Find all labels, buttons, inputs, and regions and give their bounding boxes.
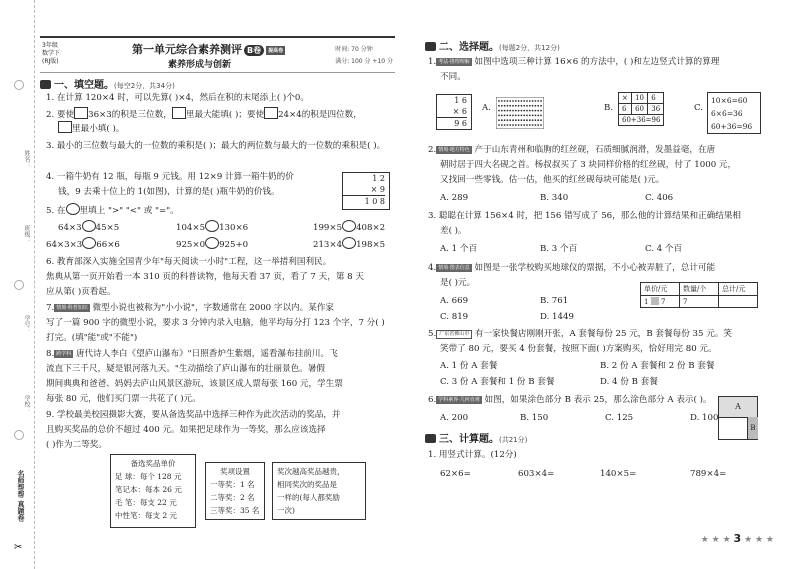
calc-item: 789×4= xyxy=(690,469,727,479)
dot xyxy=(535,115,537,117)
question-6-line1: 6. 教育部深入实施全国青少年"每天阅读一小时"工程，这一举措利国利民。 xyxy=(46,257,332,267)
dot xyxy=(512,100,514,102)
price-list-box xyxy=(110,454,196,528)
q7-number: 7. xyxy=(46,303,55,313)
dot xyxy=(537,115,539,117)
blank-box[interactable] xyxy=(58,121,72,133)
section-calculation xyxy=(425,430,527,445)
dot xyxy=(529,115,531,117)
choice-2-option-c[interactable]: C. 406 xyxy=(645,193,674,203)
dot xyxy=(523,115,525,117)
dot xyxy=(504,100,506,102)
compare-expr: 64×3 xyxy=(58,223,82,233)
time-limit: 时间: 70 分钟 xyxy=(335,46,373,53)
table-cell: 60+36=96 xyxy=(619,115,664,126)
dot xyxy=(526,115,528,117)
dot xyxy=(532,105,534,107)
calc-item: 603×4= xyxy=(518,469,555,479)
table-header: 总计/元 xyxy=(719,283,758,296)
question-2-cont xyxy=(58,121,124,136)
dot xyxy=(518,119,520,121)
dot xyxy=(509,100,511,102)
page-header xyxy=(40,36,395,73)
dot xyxy=(518,100,520,102)
dot xyxy=(498,100,500,102)
dot xyxy=(507,124,509,126)
question-7-line3: 打完。(填"能"或"不能") xyxy=(46,333,138,343)
question-4-line1: 4. 一箱牛奶有 12 瓶，每瓶 9 元钱。用 12×9 计算一箱牛奶的价 xyxy=(46,172,294,182)
dot xyxy=(537,119,539,121)
question-8-line4: 每张 80 元，他们买门票一共花了( )元。 xyxy=(46,394,201,404)
dot xyxy=(532,115,534,117)
table-cell xyxy=(719,296,758,308)
choice-5-option-d[interactable]: D. 4 份 B 套餐 xyxy=(600,377,658,387)
dot xyxy=(532,110,534,112)
dot xyxy=(512,115,514,117)
receipt-table xyxy=(640,282,758,308)
dot xyxy=(501,105,503,107)
section-multiple-choice xyxy=(425,38,560,53)
dot xyxy=(512,105,514,107)
dot xyxy=(515,119,517,121)
dot xyxy=(504,124,506,126)
q2-text: 里最小填( )。 xyxy=(72,124,125,134)
dot xyxy=(540,110,542,112)
choice-2-line1 xyxy=(428,143,715,157)
compare-expr: 408×2 xyxy=(356,223,386,233)
table-cell: × xyxy=(619,93,632,104)
dot xyxy=(537,105,539,107)
dot xyxy=(535,100,537,102)
dot xyxy=(540,100,542,102)
choice-3-line1: 3. 聪聪在计算 156×4 时，把 156 错写成了 56，那么他的计算结果和正确结果相 xyxy=(428,211,742,221)
binding-strip xyxy=(0,0,35,569)
q8-text: 唐代诗人李白《望庐山瀑布》"日照香炉生紫烟，遥看瀑布挂前川。飞 xyxy=(73,349,338,359)
dot xyxy=(509,119,511,121)
choice-2-option-a[interactable]: A. 289 xyxy=(440,193,469,203)
dot xyxy=(515,124,517,126)
choice-2-option-b[interactable]: B. 340 xyxy=(540,193,569,203)
blank-box[interactable] xyxy=(264,107,278,119)
dot xyxy=(535,124,537,126)
dot xyxy=(526,119,528,121)
table-cell: 60 xyxy=(632,104,648,115)
dot xyxy=(537,100,539,102)
table-cell: 36 xyxy=(648,104,664,115)
vertical-calculation xyxy=(342,172,390,210)
award-note-line: 相同奖次的奖品是 xyxy=(277,480,337,489)
price-list-title: 备选奖品单价 xyxy=(130,459,176,468)
question-7-line1 xyxy=(46,301,334,315)
digit: 7 xyxy=(660,298,666,306)
choice-5-option-b[interactable]: B. 2 份 A 套餐和 2 份 B 套餐 xyxy=(600,361,715,371)
choice-4-option-a[interactable]: A. 669 xyxy=(440,296,469,306)
table-cell: 7 xyxy=(680,296,719,308)
section-icon xyxy=(425,42,436,51)
calc-line: 1 0 8 xyxy=(364,197,385,206)
calc-line: × 9 xyxy=(343,184,385,196)
dot xyxy=(498,105,500,107)
r4-text: 如图是一张学校购买地球仪的票据，不小心被弄脏了，总计可能 xyxy=(471,263,716,273)
exam-meta xyxy=(335,44,393,68)
question-tag: 情境·图表信息 xyxy=(438,265,470,271)
choice-3-line2: 差( )。 xyxy=(440,226,467,236)
grade-line: (RJ版) xyxy=(42,58,59,65)
class-label: 班级： xyxy=(23,225,30,243)
calc-item: 62×6= xyxy=(440,469,471,479)
choice-3-option-c[interactable]: C. 4 个百 xyxy=(645,244,683,254)
blank-circle[interactable] xyxy=(205,237,219,249)
blank-box[interactable] xyxy=(74,107,88,119)
dot xyxy=(507,110,509,112)
question-tag: 情境·科普知识 xyxy=(56,305,88,311)
school-label: 学校： xyxy=(23,395,30,413)
choice-4-option-c[interactable]: C. 819 xyxy=(440,312,469,322)
choice-5-option-c[interactable]: C. 3 份 A 套餐和 1 份 B 套餐 xyxy=(440,377,555,387)
compare-expr: 199×5 xyxy=(313,223,343,233)
dot xyxy=(515,100,517,102)
binding-hole xyxy=(14,80,24,90)
r1-vertical-calc xyxy=(436,94,472,130)
binding-hole xyxy=(14,280,24,290)
dot xyxy=(523,100,525,102)
dot xyxy=(526,100,528,102)
table-header: 数量/个 xyxy=(680,283,719,296)
section-title: 一、填空题。 xyxy=(54,80,114,91)
version-badge: B卷 xyxy=(244,45,264,56)
question-6-line3: 应从第( )页看起。 xyxy=(46,287,116,297)
q7-text: 微型小说也被称为"小小说"，字数通常在 2000 字以内。某作家 xyxy=(89,303,335,313)
question-4-line2: 钱，9 去乘十位上的 1(如图)，计算的是( )瓶牛奶的价钱。 xyxy=(58,187,280,197)
star-decoration: ★ ★ ★ xyxy=(744,535,774,545)
area-model-table xyxy=(618,92,664,126)
page-footer xyxy=(701,532,774,545)
choice-5-line1 xyxy=(428,327,732,341)
question-9-line2: 且购买奖品的总价不超过 400 元。如果把足球作为一等奖，那么应该选择 xyxy=(46,425,326,435)
choice-1-line1 xyxy=(428,55,719,69)
name-label: 姓名： xyxy=(23,150,30,168)
q2-text: 2. 要使 xyxy=(46,110,75,120)
question-8-line2: 流直下三千尺，疑是银河落九天。"生动描绘了庐山瀑布的壮丽景色。暑假 xyxy=(46,364,325,374)
dot xyxy=(540,124,542,126)
calc-item: 140×5= xyxy=(600,469,637,479)
dot xyxy=(529,105,531,107)
dot xyxy=(498,115,500,117)
smudge xyxy=(651,297,659,305)
r6-text: 如图，如果涂色部分 B 表示 25，那么涂色部分 A 表示( )。 xyxy=(481,395,712,405)
dot xyxy=(509,124,511,126)
question-8-line1 xyxy=(46,347,338,361)
price-item: 足 球：每个 128 元 xyxy=(115,472,182,481)
choice-5-line2: 笑带了 80 元，要买 4 份套餐，按照下面( )方案购买，恰好用完 80 元。 xyxy=(440,344,717,354)
dot xyxy=(540,105,542,107)
dot xyxy=(509,110,511,112)
dot xyxy=(532,124,534,126)
r2-text: 产于山东青州和临朐的红丝砚，石质细腻润滑，发墨益毫，在唐 xyxy=(471,145,716,155)
option-a-label[interactable]: A. xyxy=(482,103,491,113)
section-title: 三、计算题。 xyxy=(439,434,499,445)
region-tag: 广东省佛山市 xyxy=(436,330,472,339)
page-title xyxy=(132,41,285,57)
page-number: 3 xyxy=(733,532,742,545)
page-subtitle: 素养形成与创新 xyxy=(168,60,232,70)
title-text: 第一单元综合素养测评 xyxy=(132,43,242,56)
dot xyxy=(526,124,528,126)
dot xyxy=(498,119,500,121)
calc-line: 6×6=36 xyxy=(711,109,743,118)
dot xyxy=(501,119,503,121)
dot xyxy=(512,110,514,112)
award-item: 三等奖：35 名 xyxy=(210,506,260,515)
question-tag: 跨学科 xyxy=(56,351,72,357)
table-header: 单价/元 xyxy=(641,283,680,296)
question-6-line2: 焦典从第一页开始看一本 310 页的科普读物，他每天看 37 页，看了 7 天，第 8 天 xyxy=(46,272,364,282)
section-title: 二、选择题。 xyxy=(439,42,499,53)
question-3: 3. 最小的三位数与最大的一位数的乘积是( )；最大的两位数与最大的一位数的乘积是( )。 xyxy=(46,141,386,151)
dot xyxy=(521,119,523,121)
calc-line: × 6 xyxy=(437,106,467,118)
choice-1-line2: 不同。 xyxy=(440,72,466,82)
dot xyxy=(509,115,511,117)
dot xyxy=(526,110,528,112)
dot xyxy=(521,124,523,126)
dot xyxy=(529,110,531,112)
table-cell xyxy=(641,296,680,308)
dot xyxy=(523,110,525,112)
dot xyxy=(529,124,531,126)
award-note-line: 奖次越高奖品越贵， xyxy=(277,467,345,476)
compare-expr: 104×5 xyxy=(176,223,206,233)
dot xyxy=(504,115,506,117)
dot xyxy=(507,115,509,117)
dot xyxy=(501,100,503,102)
question-7-line2: 写了一篇 900 字的微型小说，要求 3 分钟内录入电脑，他平均每分打 123 个字，7 分( ) xyxy=(46,318,385,328)
compare-expr: 66×6 xyxy=(96,240,120,250)
choice-6-option-c[interactable]: C. 125 xyxy=(605,413,634,423)
dot-array-figure xyxy=(496,97,544,129)
dot xyxy=(509,105,511,107)
question-1: 1. 在计算 120×4 时，可以先算( )×4，然后在积的末尾添上( )个0。 xyxy=(46,93,309,103)
dot xyxy=(501,110,503,112)
dot xyxy=(537,124,539,126)
dot xyxy=(521,105,523,107)
choice-6-option-b[interactable]: B. 150 xyxy=(520,413,549,423)
option-d-figure xyxy=(707,92,761,134)
dot xyxy=(518,124,520,126)
r5-text: 有一家快餐店刚刚开张，A 套餐每份 25 元，B 套餐每份 35 元。笑 xyxy=(472,329,732,339)
blank-circle[interactable] xyxy=(205,220,219,232)
dot xyxy=(504,105,506,107)
dot xyxy=(535,105,537,107)
dot xyxy=(540,119,542,121)
r1-text: 如图中选项三种计算 16×6 的方法中，( )和左边竖式计算的算理 xyxy=(471,57,720,67)
dot xyxy=(498,110,500,112)
dot xyxy=(521,110,523,112)
award-note-line: 一样的(每人都奖励 xyxy=(277,493,340,502)
question-5 xyxy=(46,203,179,218)
price-item: 毛 笔：每支 22 元 xyxy=(115,498,177,507)
digit: 1 xyxy=(644,298,649,306)
section-points: (每题2分，共12分) xyxy=(499,44,560,52)
r5-number: 5. xyxy=(428,329,437,339)
student-id-label: 学号： xyxy=(23,315,30,333)
table-cell: 10 xyxy=(632,93,648,104)
grade-line: 3年级 xyxy=(42,42,58,49)
q2-text: 36×3的积是三位数， xyxy=(88,110,172,120)
dot xyxy=(501,115,503,117)
dot xyxy=(512,119,514,121)
compare-expr: 130×6 xyxy=(219,223,249,233)
choice-4-line1 xyxy=(428,261,715,275)
calc-question-1: 1. 用竖式计算。(12分) xyxy=(428,450,517,460)
dot xyxy=(518,105,520,107)
r1-number: 1. xyxy=(428,57,437,67)
dot xyxy=(515,110,517,112)
choice-6-option-d[interactable]: D. 100 xyxy=(690,413,719,423)
question-9-line1: 9. 学校最美校园摄影大赛，要从备选奖品中选择三种作为此次活动的奖品，并 xyxy=(46,410,341,420)
dot xyxy=(504,110,506,112)
star-decoration: ★ ★ ★ xyxy=(700,535,731,545)
question-tag: 情境·地方特色 xyxy=(438,147,470,153)
grade-info xyxy=(42,42,60,66)
blank-circle[interactable] xyxy=(342,220,356,232)
award-note-box xyxy=(272,462,366,520)
compare-expr: 213×4 xyxy=(313,240,343,250)
dot xyxy=(521,115,523,117)
level-badge: 提高卷 xyxy=(268,47,284,54)
section-fill-blank xyxy=(40,76,175,91)
q8-number: 8. xyxy=(46,349,55,359)
question-9-line3: ( )作为二等奖。 xyxy=(46,440,107,450)
choice-5-option-a[interactable]: A. 1 份 A 套餐 xyxy=(440,361,498,371)
dot xyxy=(529,100,531,102)
dot xyxy=(532,100,534,102)
section-icon xyxy=(425,434,436,443)
choice-3-option-a[interactable]: A. 1 个百 xyxy=(440,244,478,254)
calc-line: 60+36=96 xyxy=(711,122,753,131)
calc-line: 10×6=60 xyxy=(711,96,748,105)
awards-title: 奖项设置 xyxy=(220,467,250,476)
r2-number: 2. xyxy=(428,145,437,155)
calc-line: 9 6 xyxy=(454,119,467,128)
blank-box[interactable] xyxy=(172,107,186,119)
question-8-line3: 期间典典和爸爸、妈妈去庐山风景区游玩，该景区成人票每张 160 元，学生票 xyxy=(46,379,343,389)
section-points: (每空2分，共34分) xyxy=(114,82,175,90)
table-cell: 6 xyxy=(648,93,664,104)
award-settings-box xyxy=(205,462,265,520)
blank-circle[interactable] xyxy=(82,220,96,232)
dot xyxy=(515,115,517,117)
dot xyxy=(535,110,537,112)
dot xyxy=(504,119,506,121)
dot xyxy=(515,105,517,107)
blank-circle[interactable] xyxy=(342,237,356,249)
compare-expr: 925+0 xyxy=(219,240,249,250)
calc-line: 1 2 xyxy=(372,174,385,183)
scissors-icon: ✂ xyxy=(14,542,23,553)
dot xyxy=(523,124,525,126)
blank-circle[interactable] xyxy=(66,203,80,215)
full-score: 满分: 100 分 +10 分 xyxy=(335,58,393,65)
price-item: 中性笔：每支 2 元 xyxy=(115,511,178,520)
dot xyxy=(521,100,523,102)
price-item: 笔记本：每本 26 元 xyxy=(115,485,182,494)
dot xyxy=(498,124,500,126)
compare-expr: 198×5 xyxy=(356,240,386,250)
choice-4-option-d[interactable]: D. 1449 xyxy=(540,312,574,322)
r6-number: 6. xyxy=(428,395,437,405)
dot xyxy=(529,119,531,121)
option-b-label[interactable]: B. xyxy=(604,103,614,113)
grade-line: 数学下 xyxy=(42,50,61,57)
r4-number: 4. xyxy=(428,263,437,273)
award-note-line: 一次) xyxy=(277,506,295,515)
dot xyxy=(532,119,534,121)
dot xyxy=(512,124,514,126)
choice-4-line2: 是( )元。 xyxy=(440,278,476,288)
dot xyxy=(526,105,528,107)
dot xyxy=(523,119,525,121)
question-tag: 考法·推理理解 xyxy=(438,59,470,65)
award-item: 二等奖：2 名 xyxy=(210,493,255,502)
q5-text: 5. 在 xyxy=(46,206,66,216)
choice-3-option-b[interactable]: B. 3 个百 xyxy=(540,244,578,254)
brand-logo: 名师帮帮 真题卷 xyxy=(17,470,26,522)
calc-line: 1 6 xyxy=(454,96,467,105)
blank-circle[interactable] xyxy=(82,237,96,249)
dot xyxy=(501,124,503,126)
choice-2-line3: 又找回一些零钱。估一估，他买的红丝砚每块可能是( )元。 xyxy=(440,175,665,185)
choice-4-option-b[interactable]: B. 761 xyxy=(540,296,569,306)
dot xyxy=(507,100,509,102)
compare-expr: 45×5 xyxy=(95,223,120,233)
choice-6-option-a[interactable]: A. 200 xyxy=(440,413,469,423)
section-icon xyxy=(40,80,51,89)
dot xyxy=(507,105,509,107)
dot xyxy=(535,119,537,121)
binding-hole xyxy=(14,430,24,440)
option-c-label[interactable]: C. xyxy=(694,103,704,113)
table-cell: 6 xyxy=(619,104,632,115)
q2-text: 里最大能填( )；要使 xyxy=(185,110,265,120)
dot xyxy=(537,110,539,112)
section-points: (共21分) xyxy=(499,436,528,444)
dot xyxy=(523,105,525,107)
award-item: 一等奖：1 名 xyxy=(210,480,255,489)
dot xyxy=(507,119,509,121)
question-tag: 学科素养·几何直观 xyxy=(438,397,480,403)
dot xyxy=(518,115,520,117)
dot xyxy=(518,110,520,112)
choice-2-line2: 朝时居于四大名砚之首。杨叔叔买了 3 块同样价格的红丝砚，付了 1000 元， xyxy=(440,160,737,170)
geometry-figure xyxy=(718,396,758,440)
compare-expr: 925×0 xyxy=(176,240,206,250)
question-2 xyxy=(46,107,362,122)
choice-6-line1 xyxy=(428,393,712,407)
q2-text: 24×4的积是四位数， xyxy=(278,110,362,120)
dot xyxy=(540,115,542,117)
compare-expr: 64×3×3 xyxy=(46,240,83,250)
shaded-part-a: A xyxy=(719,397,757,418)
shaded-part-b: B xyxy=(747,417,758,439)
q5-text: 里填上 ">" "<" 或 "="。 xyxy=(79,206,179,216)
